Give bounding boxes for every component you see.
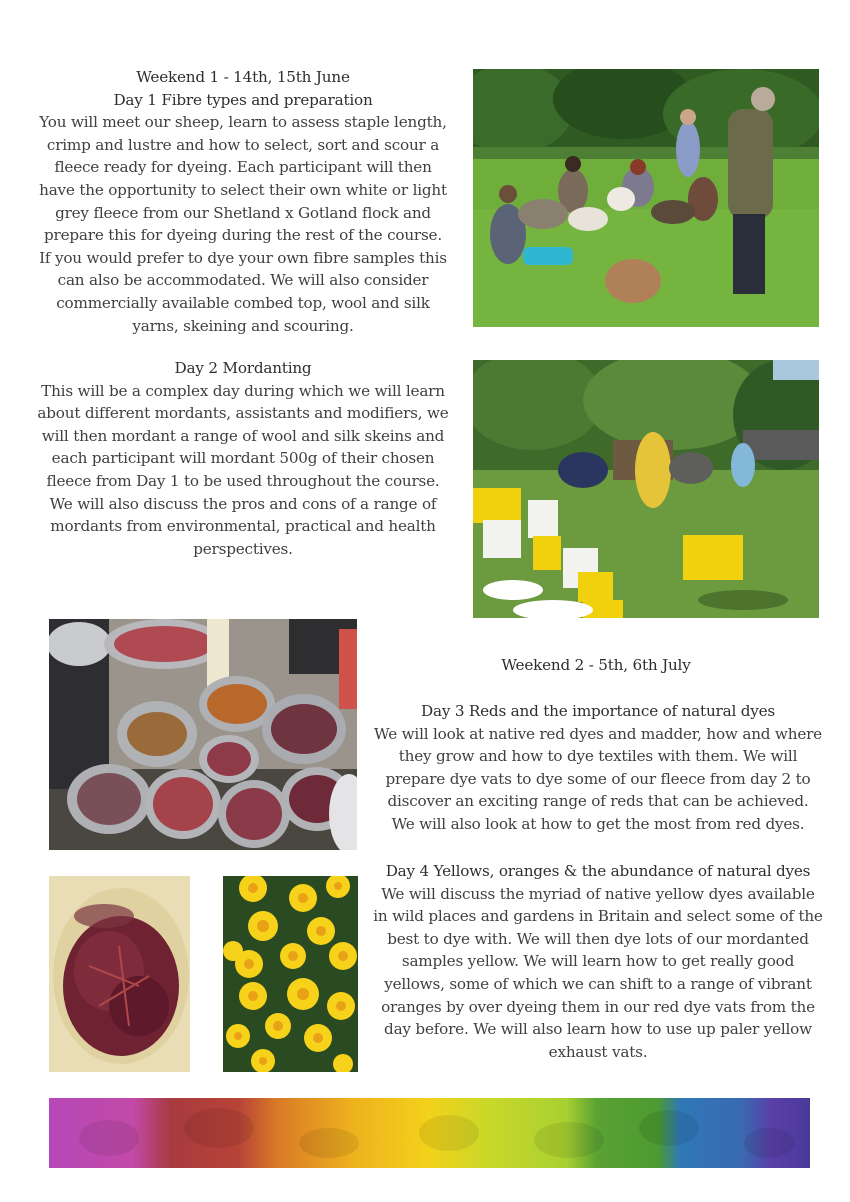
day1-description: You will meet our sheep, learn to assess staple length, crimp and lustre and how to select, sort and scour a fleece ready for dyeing. Each participant will then have the opportunity to select their own white or light grey fleece from our Shetland x Gotland flock and prepare this for dyeing during the rest of the course. If you would prefer to dye your own fibre samples this can also be accommodated. We will also consider commercially available combed top, wool and silk yarns, skeining and scouring. (39, 113, 447, 335)
day4-section (372, 860, 824, 1063)
day3-title: Day 3 Reds and the importance of natural dyes (420, 702, 776, 720)
weekend1-title: Weekend 1 - 14th, 15th June (136, 68, 350, 86)
day4-description: We will discuss the myriad of native yellow dyes available in wild places and gardens in Britain and select some of the best to dye with. We will then dye lots of our mordanted samples yellow. We will learn how to get really good yellows, some of which we can shift to a range of vibrant oranges by over dyeing them in our red dye vats from the day before. We will also learn how to use up paler yellow exhaust vats. (373, 884, 823, 1061)
photo-red-dye-pots (49, 619, 357, 850)
photo-madder-root (49, 876, 190, 1072)
day3-section (374, 700, 822, 836)
weekend2-title: Weekend 2 - 5th, 6th July (501, 656, 691, 674)
day2-title: Day 2 Mordanting (174, 359, 312, 377)
photo-mordanting-buckets (473, 360, 819, 618)
day3-description: We will look at native red dyes and madder, how and where they grow and how to dye textiles with them. We will prepare dye vats to dye some of our fleece from day 2 to discover an exciting range of reds that can be achieved. We will also look at how to get the most from red dyes. (374, 724, 822, 833)
day1-section (38, 66, 448, 337)
day1-title: Day 1 Fibre types and preparation (113, 90, 373, 109)
photo-yellow-flowers (223, 876, 358, 1072)
photo-rainbow-fleece (49, 1098, 810, 1168)
photo-sheep-field (473, 69, 819, 327)
day2-section (34, 357, 452, 560)
day4-title: Day 4 Yellows, oranges & the abundance of natural dyes (385, 862, 811, 880)
day2-description: This will be a complex day during which we will learn about different mordants, assistants and modifiers, we will then mordant a range of wool and silk skeins and each participant will mordant 500g of their chosen fleece from Day 1 to be used throughout the course. We will also discuss the pros and cons of a range of mordants from environmental, practical and health perspectives. (37, 381, 449, 558)
